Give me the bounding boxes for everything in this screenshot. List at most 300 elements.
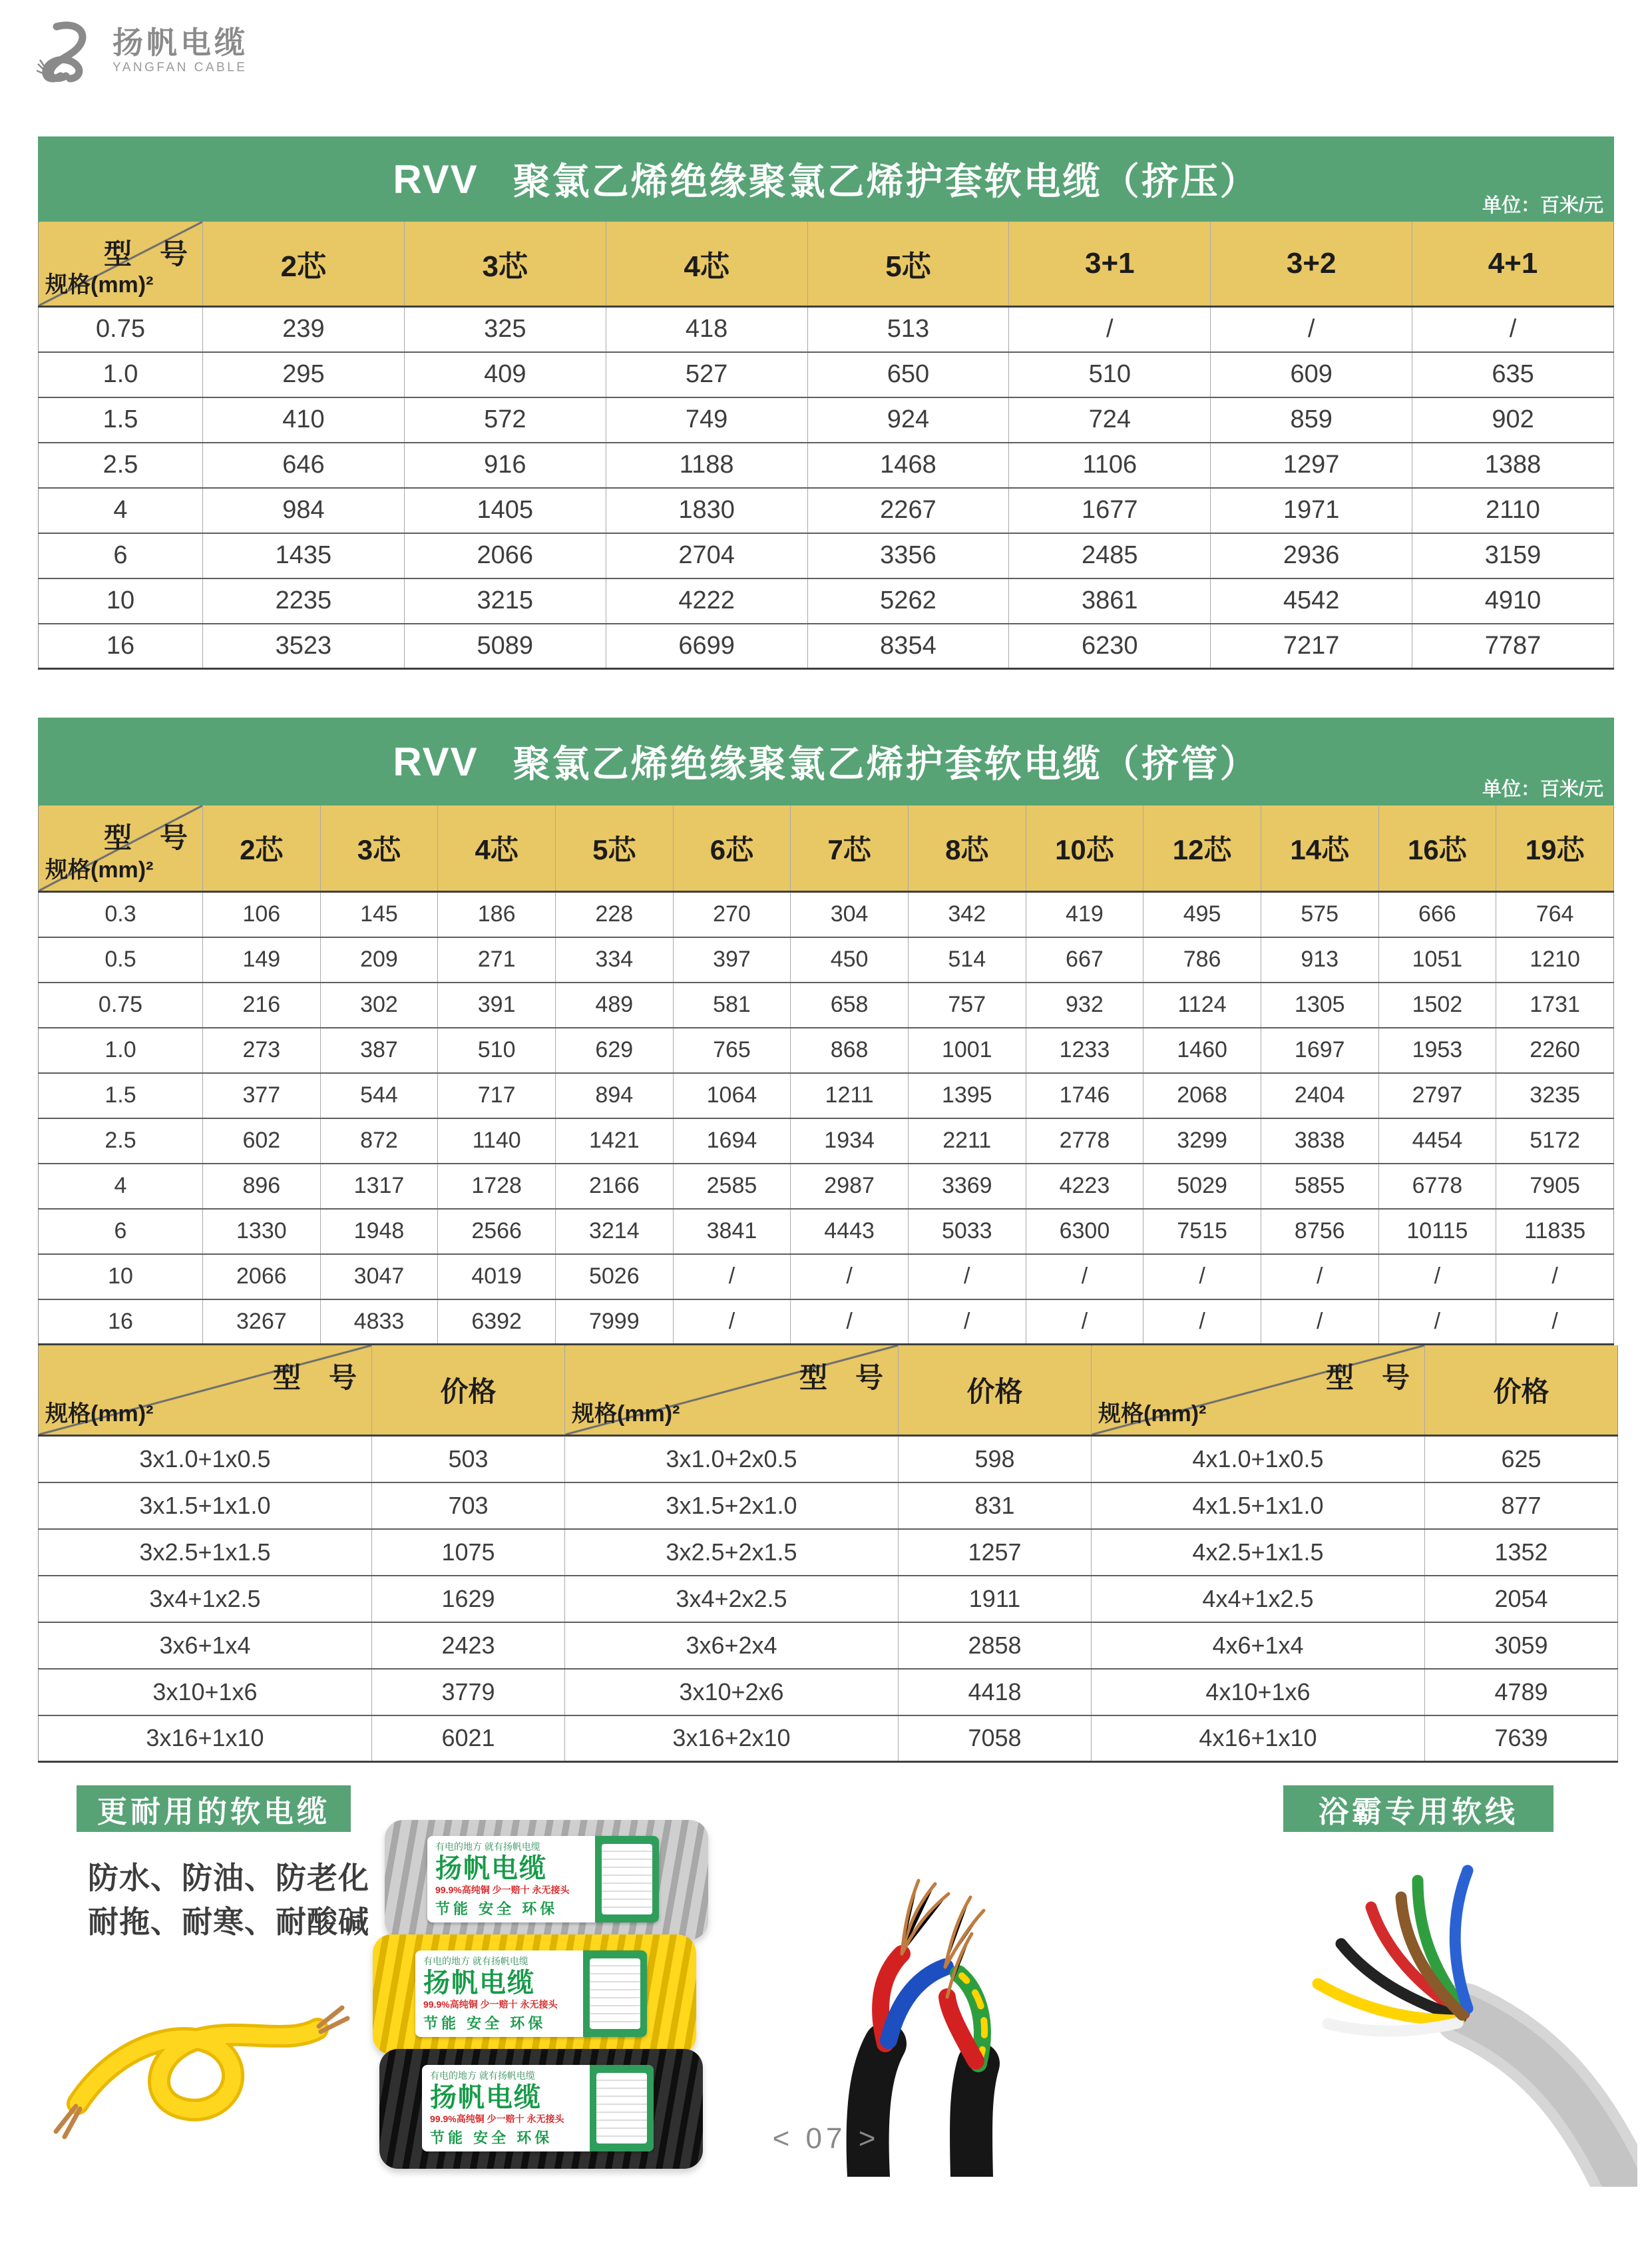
price-cell: 1305 [1261,983,1378,1028]
price-cell: / [908,1299,1026,1345]
price-cell: 2858 [899,1622,1092,1669]
price-cell: 2423 [372,1622,565,1669]
spec-cell: 3x16+2x10 [565,1715,899,1762]
price-cell: 2211 [908,1118,1026,1164]
price-cell: 757 [908,983,1026,1028]
price-cell: 450 [791,937,909,983]
price-cell: 1051 [1378,937,1496,983]
table-row [39,1482,1618,1529]
price-cell: 1953 [1378,1028,1496,1073]
price-cell: 295 [203,352,405,397]
price-cell: / [1143,1254,1261,1299]
price-cell: 1140 [438,1118,556,1164]
price-cell: 149 [203,937,321,983]
badge-bath-heater-wire: 浴霸专用软线 [1283,1785,1553,1832]
price-cell: 495 [1143,892,1261,937]
price-cell: 6392 [438,1299,556,1345]
price-cell: 7787 [1412,624,1614,669]
column-header: 3芯 [404,222,606,307]
price-cell: 984 [203,488,405,533]
price-cell: 6230 [1009,624,1211,669]
cable-loop-logo-icon [37,17,103,84]
table1 [38,222,1614,670]
price-cell: / [791,1254,909,1299]
table3-header-row [39,1345,1618,1436]
price-cell: 1830 [606,488,807,533]
price-cell: 5026 [555,1254,673,1299]
table-row [39,1073,1614,1118]
price-cell: 6699 [606,624,807,669]
spec-cell: 3x2.5+2x1.5 [565,1529,899,1576]
price-cell: 7058 [899,1715,1092,1762]
price-cell: 3779 [372,1669,565,1715]
table3-body [39,1436,1618,1762]
price-cell: 572 [404,397,606,443]
price-cell: / [1143,1299,1261,1345]
price-cell: 1233 [1026,1028,1143,1073]
price-cell: 1468 [807,443,1009,488]
table1-title-bar [38,136,1614,222]
price-cell: / [1378,1299,1496,1345]
price-header: 价格 [372,1345,565,1436]
column-header: 16芯 [1378,805,1496,892]
price-cell: 894 [555,1073,673,1118]
table-row [39,892,1614,937]
table2-header-row [39,805,1614,892]
price-cell: 7999 [555,1299,673,1345]
price-cell: 575 [1261,892,1378,937]
price-cell: 3235 [1496,1073,1614,1118]
price-cell: 2778 [1026,1118,1143,1164]
price-cell: 304 [791,892,909,937]
page-number: < 07 > [772,2122,880,2155]
price-cell: 581 [673,983,791,1028]
spec-cell: 6 [39,1209,203,1254]
spec-cell: 3x10+1x6 [39,1669,372,1715]
price-cell: 859 [1211,397,1412,443]
table-row [39,1529,1618,1576]
table-row [39,1576,1618,1622]
price-cell: 1435 [203,533,405,578]
caption-line-1: 防水、防油、防老化 [88,1861,369,1895]
price-cell: 239 [203,307,405,352]
price-cell: / [908,1254,1026,1299]
spec-cell: 3x1.5+1x1.0 [39,1482,372,1529]
price-cell: 1677 [1009,488,1211,533]
spool-label-slogan: 有电的地方 就有扬帆电缆 [435,1841,540,1852]
table-row [39,488,1614,533]
spec-cell: 4 [39,1164,203,1209]
spec-cell: 10 [39,578,203,624]
price-cell: 5855 [1261,1164,1378,1209]
price-cell: 527 [606,352,807,397]
price-cell: 1188 [606,443,807,488]
column-header: 5芯 [807,222,1009,307]
caption-line-2: 耐拖、耐寒、耐酸碱 [88,1905,369,1939]
table-row [39,352,1614,397]
corner-bottom-label: 规格(mm)² [45,1401,154,1427]
table2-body [39,892,1614,1345]
price-cell: 2987 [791,1164,909,1209]
price-cell: 3215 [404,578,606,624]
spec-cell: 4x10+1x6 [1092,1669,1425,1715]
price-cell: 2110 [1412,488,1614,533]
price-cell: 667 [1026,937,1143,983]
price-cell: 1317 [320,1164,438,1209]
price-cell: 1124 [1143,983,1261,1028]
price-cell: 145 [320,892,438,937]
price-cell: 902 [1412,397,1614,443]
table-row [39,624,1614,669]
price-cell: 1106 [1009,443,1211,488]
price-cell: 342 [908,892,1026,937]
table2-title: 聚氯乙烯绝缘聚氯乙烯护套软电缆（挤管） [513,743,1259,785]
spec-cell: 1.0 [39,352,203,397]
price-cell: 1502 [1378,983,1496,1028]
price-cell: 2585 [673,1164,791,1209]
price-cell: / [1211,307,1412,352]
spec-cell: 3x6+2x4 [565,1622,899,1669]
price-cell: 5029 [1143,1164,1261,1209]
price-cell: 1388 [1412,443,1614,488]
corner-top-label: 型 号 [103,822,188,853]
price-cell: 503 [372,1436,565,1482]
spec-cell: 1.5 [39,397,203,443]
price-cell: 3841 [673,1209,791,1254]
spec-cell: 1.5 [39,1073,203,1118]
price-cell: 4223 [1026,1164,1143,1209]
spec-cell: 3x4+1x2.5 [39,1576,372,1622]
spool-label-greenline: 节能 安全 环保 [435,1900,558,1917]
price-cell: 4019 [438,1254,556,1299]
spec-cell: 3x1.0+2x0.5 [565,1436,899,1482]
column-header: 2芯 [203,222,405,307]
spec-cell: 6 [39,533,203,578]
column-header: 19芯 [1496,805,1614,892]
price-cell: 3356 [807,533,1009,578]
table1-code: RVV [393,156,479,202]
price-header: 价格 [899,1345,1092,1436]
spec-cell: 3x4+2x2.5 [565,1576,899,1622]
price-cell: 703 [372,1482,565,1529]
price-cell: 11835 [1496,1209,1614,1254]
price-cell: 724 [1009,397,1211,443]
durability-caption [88,1856,369,1944]
table2 [38,805,1614,1345]
price-cell: / [1009,307,1211,352]
spec-cell: 3x16+1x10 [39,1715,372,1762]
price-cell: 7905 [1496,1164,1614,1209]
spool-label-redline: 99.9%高纯铜 少一赔十 永无接头 [435,1885,570,1896]
table-row [39,1436,1618,1482]
price-cell: 602 [203,1118,321,1164]
column-header: 3+2 [1211,222,1412,307]
price-cell: 489 [555,983,673,1028]
price-cell: 3059 [1425,1622,1618,1669]
table-row [39,1622,1618,1669]
price-cell: 932 [1026,983,1143,1028]
spool-label-cert-panel [595,1836,659,1922]
price-cell: / [1378,1254,1496,1299]
spec-cell: 4 [39,488,203,533]
price-cell: 717 [438,1073,556,1118]
price-cell: 228 [555,892,673,937]
table2-code: RVV [393,739,479,784]
price-cell: / [1026,1299,1143,1345]
table1-header-row [39,222,1614,307]
price-cell: 391 [438,983,556,1028]
price-cell: 1728 [438,1164,556,1209]
table-row [39,397,1614,443]
spec-cell: 1.0 [39,1028,203,1073]
corner-bottom-label: 规格(mm)² [572,1401,680,1427]
price-cell: / [1496,1254,1614,1299]
price-cell: 3299 [1143,1118,1261,1164]
spec-cell: 3x10+2x6 [565,1669,899,1715]
price-cell: 7639 [1425,1715,1618,1762]
price-cell: 5262 [807,578,1009,624]
spool-label [427,1836,659,1922]
table3-head [39,1345,1618,1436]
price-cell: 1330 [203,1209,321,1254]
table-row [39,307,1614,352]
price-cell: 334 [555,937,673,983]
price-cell: 1971 [1211,488,1412,533]
spool-gray [385,1820,708,1940]
table-row [39,1028,1614,1073]
corner-cell [39,1345,372,1436]
price-cell: 510 [1009,352,1211,397]
spec-cell: 16 [39,1299,203,1345]
table-row [39,533,1614,578]
spec-cell: 0.3 [104,901,136,927]
price-cell: 1421 [555,1118,673,1164]
price-cell: 4454 [1378,1118,1496,1164]
price-cell: 1405 [404,488,606,533]
price-cell: 2166 [555,1164,673,1209]
table-row [39,1118,1614,1164]
price-cell: 764 [1496,892,1614,937]
column-header: 4芯 [606,222,807,307]
corner-bottom-label: 规格(mm)² [1098,1401,1207,1427]
table2-unit: 单位：百米/元 [1482,779,1603,800]
price-cell: 4418 [899,1669,1092,1715]
price-cell: 4833 [320,1299,438,1345]
price-cell: 1257 [899,1529,1092,1576]
price-cell: 2797 [1378,1073,1496,1118]
spec-cell: 4x4+1x2.5 [1092,1576,1425,1622]
section-rvv-tubed [38,718,1614,1763]
price-cell: 514 [908,937,1026,983]
price-cell: 2260 [1496,1028,1614,1073]
price-cell: 658 [791,983,909,1028]
price-cell: / [791,1299,909,1345]
spec-cell: 2.5 [39,1118,203,1164]
price-cell: 650 [807,352,1009,397]
price-cell: 6021 [372,1715,565,1762]
price-cell: 2066 [404,533,606,578]
table-row [39,578,1614,624]
price-cell: 216 [203,983,321,1028]
price-cell: 868 [791,1028,909,1073]
price-cell: 2054 [1425,1576,1618,1622]
price-cell: 2936 [1211,533,1412,578]
logo-text [112,26,248,75]
table-row [39,1299,1614,1345]
price-cell: 4542 [1211,578,1412,624]
spec-cell: 3x2.5+1x1.5 [39,1529,372,1576]
price-cell: 916 [404,443,606,488]
spec-cell: 2.5 [39,443,203,488]
price-cell: 3838 [1261,1118,1378,1164]
corner-top-label: 型 号 [103,238,188,270]
price-cell: 2404 [1261,1073,1378,1118]
price-cell: 1731 [1496,983,1614,1028]
spool-label: 有电的地方 就有扬帆电缆 扬帆电缆 99.9%高纯铜 少一赔十 永无接头 节能 安全 环保 [422,2065,654,2151]
column-header: 8芯 [908,805,1026,892]
price-cell: 7515 [1143,1209,1261,1254]
table-row [39,443,1614,488]
corner-top-label: 型 号 [1325,1362,1410,1393]
price-cell: 5033 [908,1209,1026,1254]
spec-cell: 0.5 [39,937,203,983]
price-cell: 1001 [908,1028,1026,1073]
price-cell: 3159 [1412,533,1614,578]
price-cell: 186 [438,892,556,937]
price-cell: / [1261,1299,1378,1345]
price-cell: 635 [1412,352,1614,397]
section-rvv-extruded [38,136,1614,670]
price-cell: 5089 [404,624,606,669]
price-cell: 913 [1261,937,1378,983]
price-cell: 325 [404,307,606,352]
table1-body [39,307,1614,669]
price-cell: 877 [1425,1482,1618,1529]
spec-cell: 4x16+1x10 [1092,1715,1425,1762]
colored-cores [1318,1871,1468,2031]
price-cell: 4910 [1412,578,1614,624]
price-cell: 1210 [1496,937,1614,983]
corner-bottom-label: 规格(mm)² [45,857,154,883]
price-cell: 2235 [203,578,405,624]
price-cell: 924 [807,397,1009,443]
corner-cell [39,805,203,892]
price-cell: 513 [807,307,1009,352]
price-cell: 4222 [606,578,807,624]
price-cell: 271 [438,937,556,983]
table1-head [39,222,1614,307]
corner-top-label: 型 号 [799,1362,883,1393]
table-row [39,983,1614,1028]
price-cell: 106 [203,892,321,937]
price-cell: / [1496,1299,1614,1345]
table-row [39,1254,1614,1299]
price-cell: 786 [1143,937,1261,983]
price-cell: 410 [203,397,405,443]
price-cell: 831 [899,1482,1092,1529]
table-row [39,1164,1614,1209]
price-cell: / [1026,1254,1143,1299]
price-cell: 397 [673,937,791,983]
price-cell: 4443 [791,1209,909,1254]
table-row [39,1715,1618,1762]
column-header: 3芯 [320,805,438,892]
table1-title: 聚氯乙烯绝缘聚氯乙烯护套软电缆（挤压） [513,160,1259,202]
price-cell: 8756 [1261,1209,1378,1254]
price-cell: 1629 [372,1576,565,1622]
price-cell: 419 [1026,892,1143,937]
price-cell: 5172 [1496,1118,1614,1164]
price-cell: 1911 [899,1576,1092,1622]
price-cell: 1064 [673,1073,791,1118]
price-cell: 609 [1211,352,1412,397]
price-cell: 209 [320,937,438,983]
price-cell: 2267 [807,488,1009,533]
price-cell: 2068 [1143,1073,1261,1118]
spec-cell: 4x2.5+1x1.5 [1092,1529,1425,1576]
price-cell: 3523 [203,624,405,669]
price-cell: 273 [203,1028,321,1073]
table-row [39,1669,1618,1715]
price-cell: 1746 [1026,1073,1143,1118]
spool-label: 有电的地方 就有扬帆电缆 扬帆电缆 99.9%高纯铜 少一赔十 永无接头 节能 安全 环保 [415,1950,647,2037]
table3 [38,1345,1618,1763]
spec-cell: 0.75 [39,983,203,1028]
price-cell: 765 [673,1028,791,1073]
price-cell: 544 [320,1073,438,1118]
price-cell: 4789 [1425,1669,1618,1715]
spec-cell: 4x1.5+1x1.0 [1092,1482,1425,1529]
price-cell: 629 [555,1028,673,1073]
spool-label-cert-panel [583,1950,647,2037]
table-row [39,937,1614,983]
price-cell: 1395 [908,1073,1026,1118]
price-cell: 896 [203,1164,321,1209]
price-cell: 1934 [791,1118,909,1164]
price-cell: 1352 [1425,1529,1618,1576]
spec-cell: 3x6+1x4 [39,1622,372,1669]
price-cell: 1694 [673,1118,791,1164]
price-cell: 598 [899,1436,1092,1482]
price-cell: 6778 [1378,1164,1496,1209]
price-cell: 666 [1378,892,1496,937]
spec-cell: 4x1.0+1x0.5 [1092,1436,1425,1482]
price-cell: / [1412,307,1614,352]
brand-logo [37,17,248,84]
price-cell: 3267 [203,1299,321,1345]
corner-cell [565,1345,899,1436]
price-cell: 872 [320,1118,438,1164]
spec-cell: 3x1.0+1x0.5 [139,1445,271,1472]
price-cell: 1075 [372,1529,565,1576]
column-header: 6芯 [673,805,791,892]
price-cell: 3047 [320,1254,438,1299]
price-cell: 302 [320,983,438,1028]
spool-label-brand: 扬帆电缆 [435,1853,547,1883]
price-cell: 409 [404,352,606,397]
price-cell: 387 [320,1028,438,1073]
price-cell: 418 [606,307,807,352]
price-cell: 625 [1425,1436,1618,1482]
column-header: 2芯 [203,805,321,892]
spool-yellow [373,1934,696,2054]
price-cell: 1297 [1211,443,1412,488]
column-header: 10芯 [1026,805,1143,892]
column-header: 14芯 [1261,805,1378,892]
price-cell: 3214 [555,1209,673,1254]
spec-cell: 3x1.5+2x1.0 [565,1482,899,1529]
price-cell: / [673,1254,791,1299]
